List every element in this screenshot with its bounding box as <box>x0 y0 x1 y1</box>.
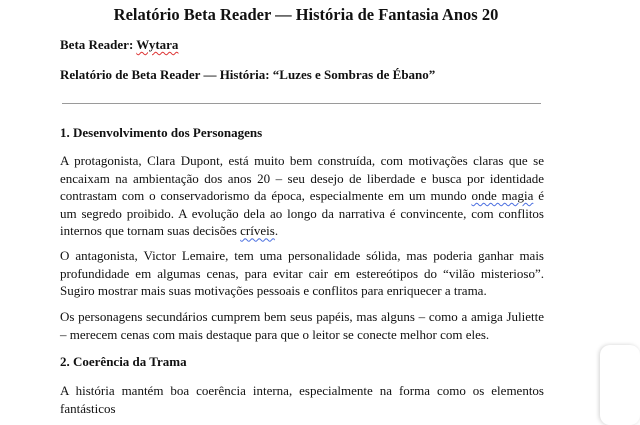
floating-scroll-panel[interactable] <box>600 345 640 425</box>
document-title: Relatório Beta Reader — História de Fantasia Anos 20 <box>113 5 499 24</box>
report-subtitle: Relatório de Beta Reader — História: “Luzes e Sombras de Ébano” <box>60 67 436 82</box>
grammar-flagged-text: onde magia <box>471 188 534 204</box>
beta-reader-line <box>60 36 178 54</box>
beta-reader-name: Wytara <box>136 37 179 52</box>
paragraph-secondary-characters: Os personagens secundários cumprem bem seus papéis, mas alguns – como a amiga Juliette – merecem cenas com mais destaque para que o leitor se conecte melhor com eles. <box>60 309 544 342</box>
paragraph-antagonist: O antagonista, Victor Lemaire, tem uma personalidade sólida, mas poderia ganhar mais profundidade em algumas cenas, para evitar cair em estereótipos do “vilão misterioso”. Sugiro mostrar mais suas motivações pessoais e conflitos para enriquecer a trama. <box>60 248 544 299</box>
paragraph-text: A protagonista, Clara Dupont, está muito bem construída, com motivações claras que se encaixam na ambientação dos anos 20 – seu desejo de liberdade e busca por identidade contrastam com o conservadorismo da época, especialmente em um mundo <box>60 153 544 204</box>
section-heading-plot: 2. Coerência da Trama <box>60 354 187 369</box>
paragraph-plot-coherence: A história mantém boa coerência interna, especialmente na forma como os elementos fantásticos <box>60 383 544 416</box>
grammar-flagged-word: críveis <box>240 223 275 239</box>
horizontal-divider <box>62 103 541 104</box>
paragraph-text: . <box>274 223 279 239</box>
paragraph-protagonist <box>60 152 544 240</box>
paragraph-text: é um segredo proibido. A evolução dela ao longo da narrativa é convincente, com conflitos internos que tornam suas decisões <box>60 188 544 239</box>
section-heading-characters: 1. Desenvolvimento dos Personagens <box>60 125 263 140</box>
beta-reader-label: Beta Reader: <box>60 37 137 52</box>
